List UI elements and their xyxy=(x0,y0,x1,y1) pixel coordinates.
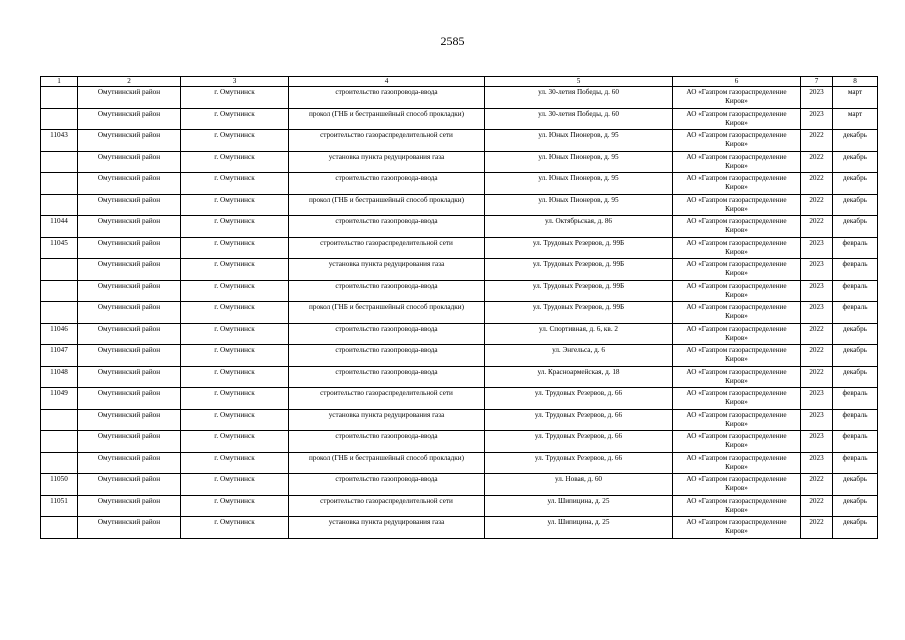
month-cell: декабрь xyxy=(833,366,878,388)
address-cell: ул. Юных Пионеров, д. 95 xyxy=(485,194,673,216)
address-cell: ул. Шипицина, д. 25 xyxy=(485,495,673,517)
month-cell: февраль xyxy=(833,259,878,281)
district-cell: Омутнинский район xyxy=(78,345,181,367)
table-row xyxy=(41,259,878,281)
month-cell: декабрь xyxy=(833,173,878,195)
month-cell: февраль xyxy=(833,302,878,324)
object-number-cell xyxy=(41,431,78,453)
header-row xyxy=(41,77,878,87)
organization-cell: АО «Газпром газораспределение Киров» xyxy=(673,474,801,496)
work-type-cell: установка пункта редуцирования газа xyxy=(289,409,485,431)
address-cell: ул. Юных Пионеров, д. 95 xyxy=(485,151,673,173)
address-cell: ул. Трудовых Резервов, д. 99Б xyxy=(485,237,673,259)
month-cell: декабрь xyxy=(833,151,878,173)
month-cell: декабрь xyxy=(833,323,878,345)
organization-cell: АО «Газпром газораспределение Киров» xyxy=(673,173,801,195)
object-number-cell xyxy=(41,87,78,109)
district-cell: Омутнинский район xyxy=(78,280,181,302)
year-cell: 2022 xyxy=(801,345,833,367)
year-cell: 2022 xyxy=(801,130,833,152)
address-cell: ул. Энгельса, д. 6 xyxy=(485,345,673,367)
table-row xyxy=(41,431,878,453)
work-type-cell: строительство газопровода-ввода xyxy=(289,366,485,388)
object-number-cell: 11051 xyxy=(41,495,78,517)
city-cell: г. Омутнинск xyxy=(181,259,289,281)
work-type-cell: строительство газораспределительной сети xyxy=(289,130,485,152)
district-cell: Омутнинский район xyxy=(78,173,181,195)
work-type-cell: строительство газопровода-ввода xyxy=(289,345,485,367)
address-cell: ул. Шипицина, д. 25 xyxy=(485,517,673,539)
year-cell: 2022 xyxy=(801,495,833,517)
organization-cell: АО «Газпром газораспределение Киров» xyxy=(673,409,801,431)
work-type-cell: прокол (ГНБ и бестраншейный способ прокладки) xyxy=(289,302,485,324)
month-cell: февраль xyxy=(833,452,878,474)
district-cell: Омутнинский район xyxy=(78,474,181,496)
year-cell: 2023 xyxy=(801,388,833,410)
object-number-cell: 11044 xyxy=(41,216,78,238)
work-type-cell: строительство газопровода-ввода xyxy=(289,323,485,345)
table-row xyxy=(41,280,878,302)
work-type-cell: установка пункта редуцирования газа xyxy=(289,517,485,539)
organization-cell: АО «Газпром газораспределение Киров» xyxy=(673,237,801,259)
year-cell: 2022 xyxy=(801,151,833,173)
city-cell: г. Омутнинск xyxy=(181,216,289,238)
organization-cell: АО «Газпром газораспределение Киров» xyxy=(673,302,801,324)
object-number-cell: 11046 xyxy=(41,323,78,345)
city-cell: г. Омутнинск xyxy=(181,151,289,173)
month-cell: декабрь xyxy=(833,345,878,367)
table-row xyxy=(41,323,878,345)
district-cell: Омутнинский район xyxy=(78,388,181,410)
month-cell: декабрь xyxy=(833,130,878,152)
object-number-cell xyxy=(41,173,78,195)
year-cell: 2022 xyxy=(801,366,833,388)
month-cell: декабрь xyxy=(833,495,878,517)
table-row xyxy=(41,216,878,238)
year-cell: 2023 xyxy=(801,452,833,474)
column-header: 6 xyxy=(673,77,801,87)
city-cell: г. Омутнинск xyxy=(181,280,289,302)
work-type-cell: строительство газопровода-ввода xyxy=(289,216,485,238)
district-cell: Омутнинский район xyxy=(78,216,181,238)
organization-cell: АО «Газпром газораспределение Киров» xyxy=(673,130,801,152)
object-number-cell xyxy=(41,259,78,281)
work-type-cell: установка пункта редуцирования газа xyxy=(289,151,485,173)
work-type-cell: установка пункта редуцирования газа xyxy=(289,259,485,281)
month-cell: декабрь xyxy=(833,517,878,539)
object-number-cell xyxy=(41,108,78,130)
column-header: 2 xyxy=(78,77,181,87)
year-cell: 2023 xyxy=(801,87,833,109)
object-number-cell: 11047 xyxy=(41,345,78,367)
work-type-cell: строительство газораспределительной сети xyxy=(289,388,485,410)
month-cell: февраль xyxy=(833,409,878,431)
table-row xyxy=(41,151,878,173)
table-body xyxy=(41,87,878,539)
year-cell: 2022 xyxy=(801,194,833,216)
table-row xyxy=(41,302,878,324)
organization-cell: АО «Газпром газораспределение Киров» xyxy=(673,366,801,388)
city-cell: г. Омутнинск xyxy=(181,130,289,152)
work-type-cell: строительство газораспределительной сети xyxy=(289,237,485,259)
district-cell: Омутнинский район xyxy=(78,130,181,152)
address-cell: ул. Новая, д. 60 xyxy=(485,474,673,496)
month-cell: декабрь xyxy=(833,216,878,238)
page-number: 2585 xyxy=(440,34,465,48)
district-cell: Омутнинский район xyxy=(78,431,181,453)
table-row xyxy=(41,366,878,388)
year-cell: 2022 xyxy=(801,323,833,345)
table-row xyxy=(41,237,878,259)
table-row xyxy=(41,345,878,367)
object-number-cell xyxy=(41,151,78,173)
object-number-cell: 11050 xyxy=(41,474,78,496)
address-cell: ул. 30-летия Победы, д. 60 xyxy=(485,87,673,109)
district-cell: Омутнинский район xyxy=(78,259,181,281)
organization-cell: АО «Газпром газораспределение Киров» xyxy=(673,431,801,453)
organization-cell: АО «Газпром газораспределение Киров» xyxy=(673,259,801,281)
city-cell: г. Омутнинск xyxy=(181,237,289,259)
city-cell: г. Омутнинск xyxy=(181,431,289,453)
district-cell: Омутнинский район xyxy=(78,302,181,324)
organization-cell: АО «Газпром газораспределение Киров» xyxy=(673,194,801,216)
organization-cell: АО «Газпром газораспределение Киров» xyxy=(673,345,801,367)
city-cell: г. Омутнинск xyxy=(181,452,289,474)
city-cell: г. Омутнинск xyxy=(181,366,289,388)
month-cell: март xyxy=(833,108,878,130)
city-cell: г. Омутнинск xyxy=(181,323,289,345)
organization-cell: АО «Газпром газораспределение Киров» xyxy=(673,495,801,517)
object-number-cell: 11043 xyxy=(41,130,78,152)
city-cell: г. Омутнинск xyxy=(181,173,289,195)
city-cell: г. Омутнинск xyxy=(181,302,289,324)
organization-cell: АО «Газпром газораспределение Киров» xyxy=(673,216,801,238)
object-number-cell xyxy=(41,302,78,324)
table-row xyxy=(41,409,878,431)
organization-cell: АО «Газпром газораспределение Киров» xyxy=(673,388,801,410)
organization-cell: АО «Газпром газораспределение Киров» xyxy=(673,280,801,302)
address-cell: ул. Трудовых Резервов, д. 99Б xyxy=(485,259,673,281)
month-cell: февраль xyxy=(833,237,878,259)
work-type-cell: строительство газопровода-ввода xyxy=(289,87,485,109)
district-cell: Омутнинский район xyxy=(78,87,181,109)
address-cell: ул. Трудовых Резервов, д. 66 xyxy=(485,452,673,474)
address-cell: ул. Трудовых Резервов, д. 99Б xyxy=(485,302,673,324)
year-cell: 2023 xyxy=(801,280,833,302)
month-cell: декабрь xyxy=(833,474,878,496)
city-cell: г. Омутнинск xyxy=(181,194,289,216)
object-number-cell xyxy=(41,517,78,539)
work-type-cell: строительство газораспределительной сети xyxy=(289,495,485,517)
organization-cell: АО «Газпром газораспределение Киров» xyxy=(673,151,801,173)
month-cell: март xyxy=(833,87,878,109)
column-header: 1 xyxy=(41,77,78,87)
district-cell: Омутнинский район xyxy=(78,151,181,173)
year-cell: 2023 xyxy=(801,237,833,259)
organization-cell: АО «Газпром газораспределение Киров» xyxy=(673,108,801,130)
address-cell: ул. Трудовых Резервов, д. 66 xyxy=(485,409,673,431)
registry-table xyxy=(40,76,878,539)
month-cell: февраль xyxy=(833,431,878,453)
column-header: 4 xyxy=(289,77,485,87)
district-cell: Омутнинский район xyxy=(78,452,181,474)
address-cell: ул. Юных Пионеров, д. 95 xyxy=(485,173,673,195)
object-number-cell: 11045 xyxy=(41,237,78,259)
district-cell: Омутнинский район xyxy=(78,409,181,431)
address-cell: ул. Октябрьская, д. 86 xyxy=(485,216,673,238)
object-number-cell xyxy=(41,452,78,474)
city-cell: г. Омутнинск xyxy=(181,345,289,367)
month-cell: февраль xyxy=(833,388,878,410)
column-header: 5 xyxy=(485,77,673,87)
district-cell: Омутнинский район xyxy=(78,517,181,539)
district-cell: Омутнинский район xyxy=(78,108,181,130)
address-cell: ул. 30-летия Победы, д. 60 xyxy=(485,108,673,130)
object-number-cell xyxy=(41,280,78,302)
address-cell: ул. Трудовых Резервов, д. 66 xyxy=(485,388,673,410)
work-type-cell: строительство газопровода-ввода xyxy=(289,173,485,195)
table-row xyxy=(41,173,878,195)
month-cell: декабрь xyxy=(833,194,878,216)
city-cell: г. Омутнинск xyxy=(181,87,289,109)
district-cell: Омутнинский район xyxy=(78,237,181,259)
year-cell: 2022 xyxy=(801,474,833,496)
year-cell: 2023 xyxy=(801,259,833,281)
table-row xyxy=(41,130,878,152)
column-header: 7 xyxy=(801,77,833,87)
organization-cell: АО «Газпром газораспределение Киров» xyxy=(673,517,801,539)
address-cell: ул. Спортивная, д. 6, кв. 2 xyxy=(485,323,673,345)
city-cell: г. Омутнинск xyxy=(181,474,289,496)
year-cell: 2023 xyxy=(801,302,833,324)
city-cell: г. Омутнинск xyxy=(181,517,289,539)
city-cell: г. Омутнинск xyxy=(181,409,289,431)
table-row xyxy=(41,517,878,539)
year-cell: 2023 xyxy=(801,431,833,453)
city-cell: г. Омутнинск xyxy=(181,108,289,130)
object-number-cell xyxy=(41,409,78,431)
city-cell: г. Омутнинск xyxy=(181,495,289,517)
column-header: 3 xyxy=(181,77,289,87)
month-cell: февраль xyxy=(833,280,878,302)
table-row xyxy=(41,108,878,130)
district-cell: Омутнинский район xyxy=(78,366,181,388)
object-number-cell: 11048 xyxy=(41,366,78,388)
work-type-cell: строительство газопровода-ввода xyxy=(289,280,485,302)
object-number-cell xyxy=(41,194,78,216)
table-row xyxy=(41,474,878,496)
column-header: 8 xyxy=(833,77,878,87)
organization-cell: АО «Газпром газораспределение Киров» xyxy=(673,323,801,345)
object-number-cell: 11049 xyxy=(41,388,78,410)
table-row xyxy=(41,495,878,517)
work-type-cell: строительство газопровода-ввода xyxy=(289,474,485,496)
address-cell: ул. Красноармейская, д. 18 xyxy=(485,366,673,388)
year-cell: 2022 xyxy=(801,173,833,195)
district-cell: Омутнинский район xyxy=(78,323,181,345)
work-type-cell: прокол (ГНБ и бестраншейный способ прокладки) xyxy=(289,452,485,474)
work-type-cell: строительство газопровода-ввода xyxy=(289,431,485,453)
year-cell: 2023 xyxy=(801,108,833,130)
organization-cell: АО «Газпром газораспределение Киров» xyxy=(673,87,801,109)
work-type-cell: прокол (ГНБ и бестраншейный способ прокладки) xyxy=(289,194,485,216)
year-cell: 2023 xyxy=(801,409,833,431)
district-cell: Омутнинский район xyxy=(78,194,181,216)
district-cell: Омутнинский район xyxy=(78,495,181,517)
work-type-cell: прокол (ГНБ и бестраншейный способ прокладки) xyxy=(289,108,485,130)
table-row xyxy=(41,388,878,410)
city-cell: г. Омутнинск xyxy=(181,388,289,410)
table-row xyxy=(41,194,878,216)
address-cell: ул. Трудовых Резервов, д. 99Б xyxy=(485,280,673,302)
table-row xyxy=(41,452,878,474)
year-cell: 2022 xyxy=(801,517,833,539)
organization-cell: АО «Газпром газораспределение Киров» xyxy=(673,452,801,474)
year-cell: 2022 xyxy=(801,216,833,238)
address-cell: ул. Трудовых Резервов, д. 66 xyxy=(485,431,673,453)
address-cell: ул. Юных Пионеров, д. 95 xyxy=(485,130,673,152)
table-row xyxy=(41,87,878,109)
